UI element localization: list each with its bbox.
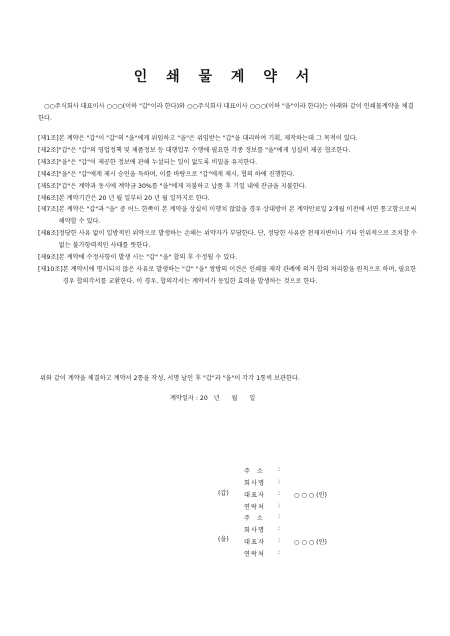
intro-text: ○○주식회사 대표이사 ○○○(이하 "갑"이라 한다)와 ○○주식회사 대표이사 ○○○(이하 "을"이라 한다)는 아래와 같이 인쇄물계약을 체결한다. [38, 103, 414, 122]
party-a-contact-row [244, 502, 384, 513]
article-number: [제1조] [38, 135, 59, 142]
article-number: [제4조] [38, 170, 59, 178]
article-number: [제6조] [38, 194, 59, 202]
article-8 [38, 228, 420, 252]
contact-label: 연락처 [244, 551, 265, 558]
article-number: [제3조] [38, 158, 59, 166]
article-text: "갑"은 "갑"의 영업정책 및 제품정보 등 대행업무 수행에 필요한 각종 정보를 "을"에게 성실히 제공 협조한다. [58, 146, 351, 154]
party-b-ceo-row [244, 537, 384, 548]
article-7 [38, 204, 420, 228]
article-2 [38, 145, 420, 157]
article-list [38, 133, 420, 288]
article-number: [제8조] [38, 230, 59, 238]
article-10 [38, 264, 420, 288]
ceo-label: 대표자 [244, 492, 265, 499]
article-number: [제7조] [38, 206, 59, 214]
article-text: "을"은 "갑"이 제공한 정보에 관해 누설되는 일이 없도록 비밀을 유지한다. [58, 158, 258, 166]
party-a-address-row [244, 466, 384, 477]
party-a-ceo-row [244, 490, 384, 501]
article-4 [38, 169, 420, 181]
colon: : [278, 525, 281, 532]
article-1 [38, 133, 420, 145]
address-label: 주 소 [244, 515, 264, 522]
colon: : [278, 537, 281, 544]
colon: : [278, 478, 281, 485]
colon: : [278, 502, 281, 509]
company-label: 회사명 [244, 527, 265, 534]
party-b-company-row [244, 525, 384, 536]
intro-paragraph [38, 101, 418, 125]
ceo-label: 대표자 [244, 539, 265, 546]
party-b-contact-row [244, 549, 384, 560]
closing-paragraph: 위와 같이 계약을 체결하고 계약서 2통을 작성, 서명 날인 후 "갑"과 "을"이 각각 1통씩 보관한다. [40, 375, 300, 382]
article-number: [제2조] [38, 146, 59, 154]
article-number: [제9조] [38, 254, 59, 262]
article-5 [38, 181, 420, 193]
contract-date: 계약일자 : 20 년 월 일 [170, 395, 256, 402]
article-text: "을"은 "갑"에게 제시 승인을 득하며, 이를 바탕으로 "갑"에게 제시, 협의 하에 진행한다. [58, 170, 295, 178]
party-a-company-row [244, 478, 384, 489]
ceo-value: ○ ○ ○ (인) [294, 539, 327, 546]
party-b-label: (을) [218, 536, 229, 543]
party-a-label: (갑) [218, 490, 229, 497]
article-6 [38, 193, 420, 205]
article-number: [제10조] [38, 265, 63, 273]
article-9 [38, 252, 420, 264]
company-label: 회사명 [244, 480, 265, 487]
contact-label: 연락처 [244, 504, 265, 511]
article-text: 본 계약서에 명시되지 않은 사유로 발생하는 "갑" "을" 쌍방의 이견은 인쇄물 제작 관례에 의거 합의 처리함을 원칙으로 하며, 필요한 경우 합의각서를 교환한다. 이 경우, 합의각서는 계약서가 동일한 효력을 발생하는 것으로 한다. [62, 265, 417, 285]
colon: : [278, 549, 281, 556]
article-text: 본 계약은 "갑"이 "갑"의 "을"에게 위임하고 "을"은 위임받는 "갑"을 대리하여 기획, 제작하는데 그 목적이 있다. [58, 135, 358, 142]
article-text: 본 계약에 수정사항이 발생 시는 "갑" "을" 합의 후 수정될 수 있다. [58, 254, 238, 262]
colon: : [278, 490, 281, 497]
article-number: [제5조] [38, 182, 59, 190]
article-text: 본 계약은 "갑"과 "을" 중 어느 한쪽이 본 계약을 상실히 이행치 않았을 경우 상대방이 본 계약만료일 2개월 이전에 서면 통고함으로써 해약할 수 있다. [58, 206, 417, 226]
ceo-value: ○ ○ ○ (인) [294, 492, 327, 499]
address-label: 주 소 [244, 468, 264, 475]
article-text: 본 계약기간은 20 년 월 일부터 20 년 월 일까지로 한다. [58, 194, 210, 202]
document-title: 인 쇄 물 계 약 서 [133, 69, 317, 85]
colon: : [278, 466, 281, 473]
colon: : [278, 513, 281, 520]
article-3 [38, 157, 420, 169]
party-b-address-row [244, 513, 384, 524]
article-text: "갑"은 계약과 동시에 계약금 30%를 "을"에게 지불하고 납품 후 기일 내에 잔금을 지불한다. [58, 182, 307, 190]
article-text: 정당한 사유 없이 일방적인 위약으로 발생하는 손해는 위약자가 부담한다. 단, 정당한 사유란 천재지변이나 기타 인위적으로 조치할 수 없는 불가항력적인 사태를 뜻한다. [58, 230, 417, 250]
